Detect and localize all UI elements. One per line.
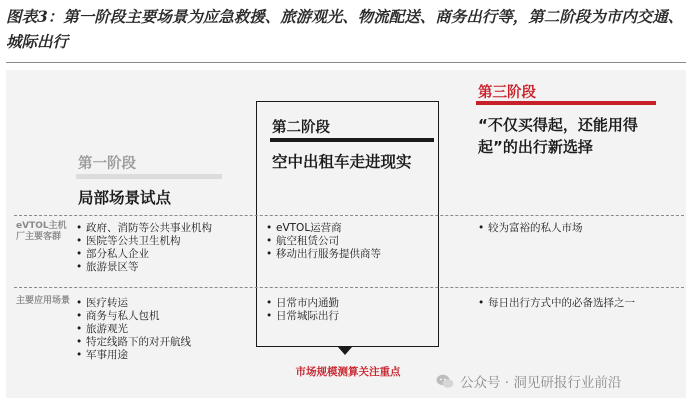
row2-divider xyxy=(14,287,684,288)
list-item: • 航空租赁公司 xyxy=(266,235,381,248)
list-item: • 每日出行方式中的必备选择之一 xyxy=(478,297,635,310)
stage1-heading: 局部场景试点 xyxy=(78,189,172,207)
list-item: • eVTOL运营商 xyxy=(266,222,381,235)
stage2-title: 第二阶段 xyxy=(272,120,330,136)
caption-divider xyxy=(6,62,686,63)
list-item: • 旅游景区等 xyxy=(76,261,212,274)
stage2-rule xyxy=(270,138,434,142)
list-item: • 旅游观光 xyxy=(76,323,191,336)
stage3-rule xyxy=(476,101,656,105)
list-item: • 政府、消防等公共事业机构 xyxy=(76,222,212,235)
list-item: • 商务与私人包机 xyxy=(76,310,191,323)
row-label-customers: eVTOL主机厂主要客群 xyxy=(16,221,67,242)
watermark-text: 公众号 · 洞见研报行业前沿 xyxy=(460,375,622,391)
figure-caption: 图表3：第一阶段主要场景为应急救援、旅游观光、物流配送、商务出行等，第二阶段为市内交通、城际出行 xyxy=(6,7,684,51)
list-item: • 军事用途 xyxy=(76,349,191,362)
stage2-heading: 空中出租车走进现实 xyxy=(272,153,412,171)
list-item: • 日常市内通勤 xyxy=(266,297,339,310)
list-item: • 较为富裕的私人市场 xyxy=(478,222,583,235)
customers-stage1-list xyxy=(76,222,212,274)
row1-divider xyxy=(14,215,684,216)
list-item: • 日常城际出行 xyxy=(266,310,339,323)
stage2-down-arrow-icon xyxy=(338,347,352,355)
customers-stage2-list xyxy=(266,222,381,261)
list-item: • 医疗转运 xyxy=(76,297,191,310)
watermark xyxy=(436,371,621,391)
scenarios-stage2-list xyxy=(266,297,339,323)
scenarios-stage1-list xyxy=(76,297,191,362)
list-item: • 医院等公共卫生机构 xyxy=(76,235,212,248)
stage1-rule xyxy=(76,174,222,179)
scenarios-stage3-list xyxy=(478,297,635,310)
stage1-title: 第一阶段 xyxy=(78,156,136,172)
list-item: • 特定线路下的对开航线 xyxy=(76,336,191,349)
stage3-heading: “不仅买得起，还能用得起”的出行新选择 xyxy=(478,116,638,156)
customers-stage3-list xyxy=(478,222,583,235)
list-item: • 部分私人企业 xyxy=(76,248,212,261)
wechat-icon xyxy=(436,374,454,389)
list-item: • 移动出行服务提供商等 xyxy=(266,248,381,261)
stage3-title: 第三阶段 xyxy=(478,85,536,101)
stage2-note: 市场规模测算关注重点 xyxy=(295,366,401,378)
row-label-scenarios: 主要应用场景 xyxy=(16,296,71,306)
